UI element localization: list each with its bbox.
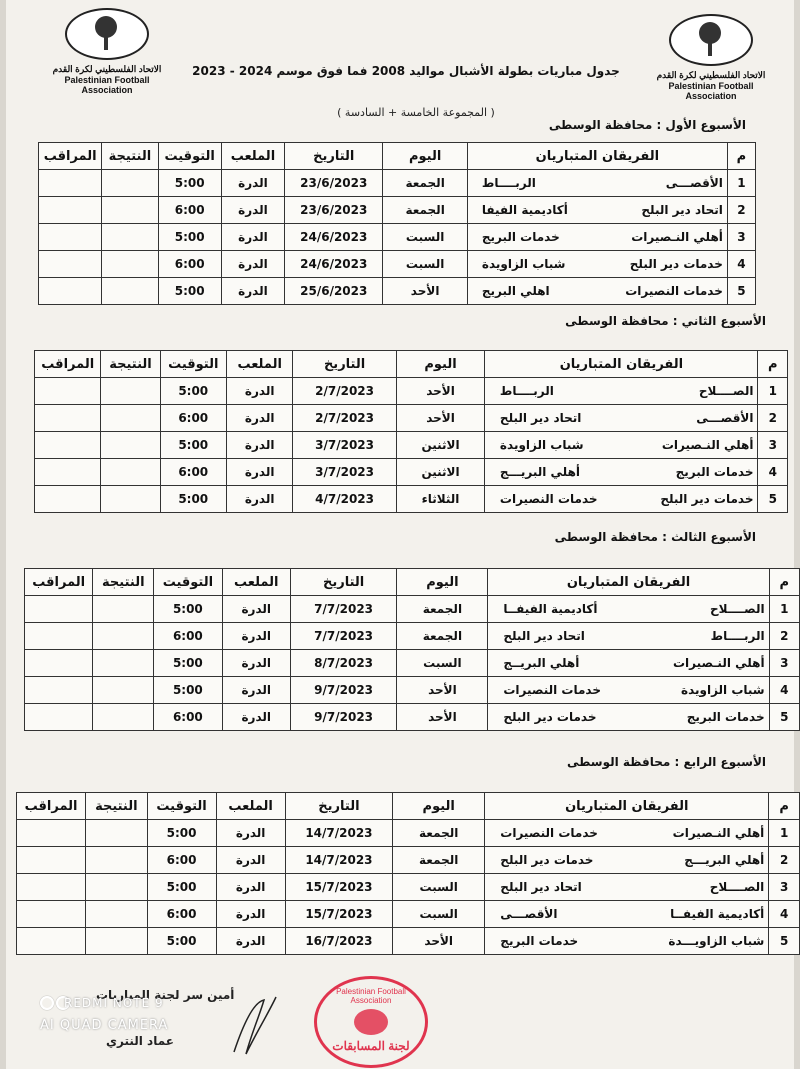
date-cell: 14/7/2023 [285, 820, 392, 847]
table-row [39, 170, 756, 197]
day-cell: الجمعة [383, 197, 467, 224]
result-cell [86, 820, 147, 847]
table-row [17, 874, 800, 901]
match-number-cell: 3 [727, 224, 755, 251]
result-cell [102, 251, 158, 278]
page-title: جدول مباريات بطولة الأشبال مواليد 2008 فما فوق موسم 2024 - 2023 [192, 64, 620, 78]
column-header-day: اليوم [397, 569, 488, 596]
table-row [39, 224, 756, 251]
observer-cell [25, 596, 93, 623]
venue-cell: الدرة [221, 224, 284, 251]
observer-cell [17, 820, 86, 847]
table-row [17, 820, 800, 847]
match-number-cell: 4 [758, 459, 788, 486]
handwritten-signature [224, 992, 284, 1062]
teams-cell [485, 378, 758, 405]
date-cell: 9/7/2023 [290, 677, 396, 704]
time-cell: 5:00 [154, 596, 222, 623]
match-number-cell: 4 [769, 901, 800, 928]
home-team: الأقصـــى [665, 176, 723, 190]
column-header-date: التاريخ [290, 569, 396, 596]
result-cell [101, 378, 160, 405]
column-header-day: اليوم [383, 143, 467, 170]
away-team: أكاديمية الفيفــا [503, 602, 598, 616]
match-number-cell: 2 [769, 847, 800, 874]
day-cell: السبت [393, 901, 485, 928]
date-cell: 15/7/2023 [285, 901, 392, 928]
day-cell: الثلاثاء [396, 486, 485, 513]
venue-cell: الدرة [226, 378, 292, 405]
column-header-date: التاريخ [285, 793, 392, 820]
date-cell: 14/7/2023 [285, 847, 392, 874]
column-header-venue: الملعب [221, 143, 284, 170]
home-team: خدمات دير البلح [629, 257, 723, 271]
away-team: أهلي البريــج [503, 656, 580, 670]
teams-cell [485, 847, 769, 874]
table-row [25, 704, 800, 731]
week-3-table [24, 568, 800, 731]
venue-cell: الدرة [216, 874, 285, 901]
home-team: خدمات البريج [675, 465, 754, 479]
result-cell [101, 459, 160, 486]
teams-cell [488, 623, 769, 650]
match-number-cell: 1 [769, 596, 799, 623]
teams-cell [485, 432, 758, 459]
logo-arabic-text: الاتحاد الفلسطيني لكرة القدم [52, 64, 162, 74]
day-cell: الجمعة [393, 820, 485, 847]
home-team: اتحاد دير البلح [641, 203, 723, 217]
logo-english-text: Palestinian Football Association [64, 75, 150, 95]
venue-cell: الدرة [216, 820, 285, 847]
observer-cell [35, 405, 101, 432]
home-team: خدمات دير البلح [660, 492, 754, 506]
time-cell: 6:00 [160, 459, 226, 486]
match-number-cell: 2 [769, 623, 799, 650]
observer-cell [35, 378, 101, 405]
time-cell: 5:00 [160, 432, 226, 459]
column-header-day: اليوم [396, 351, 485, 378]
venue-cell: الدرة [221, 197, 284, 224]
away-team: خدمات النصيرات [499, 492, 598, 506]
column-header-observer: المراقب [25, 569, 93, 596]
tree-emblem-icon [669, 14, 753, 66]
home-team: أهلي النـصيرات [631, 230, 723, 244]
observer-cell [25, 704, 93, 731]
column-header-result: النتيجة [93, 569, 154, 596]
table-row [35, 432, 788, 459]
day-cell: الجمعة [397, 623, 488, 650]
result-cell [93, 650, 154, 677]
observer-cell [25, 650, 93, 677]
match-number-cell: 1 [769, 820, 800, 847]
table-row [35, 405, 788, 432]
observer-cell [35, 432, 101, 459]
day-cell: الأحد [383, 278, 467, 305]
column-header-teams: الفريقان المتباريان [485, 351, 758, 378]
date-cell: 24/6/2023 [285, 224, 383, 251]
teams-cell [485, 901, 769, 928]
match-number-cell: 3 [769, 650, 799, 677]
home-team: أهلي النـصيرات [661, 438, 754, 452]
day-cell: الأحد [397, 704, 488, 731]
home-team: الصــــلاح [710, 602, 765, 616]
table-header-row [25, 569, 800, 596]
home-team: الأقصـــى [696, 411, 754, 425]
column-header-date: التاريخ [285, 143, 383, 170]
home-team: أهلي البريـــج [684, 853, 765, 867]
column-header-date: التاريخ [293, 351, 396, 378]
away-team: أهلي البريـــج [499, 465, 581, 479]
date-cell: 2/7/2023 [293, 405, 396, 432]
time-cell: 5:00 [154, 677, 222, 704]
match-number-cell: 4 [727, 251, 755, 278]
column-header-result: النتيجة [101, 351, 160, 378]
away-team: اتحاد دير البلح [499, 411, 582, 425]
teams-cell [488, 704, 769, 731]
teams-cell [467, 278, 727, 305]
match-number-cell: 3 [758, 432, 788, 459]
date-cell: 3/7/2023 [293, 459, 396, 486]
home-team: خدمات البريج [686, 710, 765, 724]
date-cell: 7/7/2023 [290, 596, 396, 623]
column-header-num: م [769, 569, 799, 596]
venue-cell: الدرة [216, 928, 285, 955]
table-row [17, 928, 800, 955]
day-cell: الجمعة [397, 596, 488, 623]
match-number-cell: 1 [727, 170, 755, 197]
table-row [25, 596, 800, 623]
logo-arabic-text: الاتحاد الفلسطيني لكرة القدم [656, 70, 766, 80]
day-cell: الأحد [393, 928, 485, 955]
away-team: الأقصـــى [500, 907, 558, 921]
date-cell: 16/7/2023 [285, 928, 392, 955]
result-cell [101, 432, 160, 459]
date-cell: 25/6/2023 [285, 278, 383, 305]
venue-cell: الدرة [221, 170, 284, 197]
column-header-venue: الملعب [216, 793, 285, 820]
table-header-row [17, 793, 800, 820]
table-row [39, 197, 756, 224]
time-cell: 5:00 [160, 486, 226, 513]
stamp-tree-icon [354, 1009, 388, 1035]
away-team: اتحاد دير البلح [500, 880, 582, 894]
home-team: شباب الزاويدة [680, 683, 765, 697]
away-team: اهلي البريج [481, 284, 550, 298]
column-header-num: م [769, 793, 800, 820]
teams-cell [485, 928, 769, 955]
observer-cell [25, 623, 93, 650]
table-row [39, 278, 756, 305]
tree-emblem-icon [65, 8, 149, 60]
away-team: خدمات البريج [481, 230, 560, 244]
venue-cell: الدرة [221, 251, 284, 278]
table-header-row [39, 143, 756, 170]
teams-cell [485, 874, 769, 901]
document-page [6, 0, 794, 1069]
watermark-line-1: REDMI NOTE 9 [64, 996, 164, 1010]
stamp-top-text: Palestinian Football Association [336, 987, 406, 1005]
watermark-line-2: AI QUAD CAMERA [40, 1018, 169, 1033]
observer-cell [39, 170, 102, 197]
day-cell: السبت [393, 874, 485, 901]
home-team: الصــــلاح [709, 880, 765, 894]
time-cell: 6:00 [158, 197, 221, 224]
observer-cell [39, 251, 102, 278]
teams-cell [467, 197, 727, 224]
column-header-venue: الملعب [226, 351, 292, 378]
teams-cell [485, 405, 758, 432]
match-number-cell: 5 [769, 704, 799, 731]
date-cell: 23/6/2023 [285, 197, 383, 224]
venue-cell: الدرة [222, 623, 290, 650]
away-team: خدمات البريج [500, 934, 579, 948]
observer-cell [17, 928, 86, 955]
time-cell: 5:00 [147, 928, 216, 955]
table-row [17, 901, 800, 928]
home-team: أهلي النـصيرات [672, 826, 765, 840]
teams-cell [485, 820, 769, 847]
date-cell: 3/7/2023 [293, 432, 396, 459]
week-2-label: الأسبوع الثاني : محافظة الوسطى [565, 314, 766, 328]
away-team: أكاديمية الفيفا [481, 203, 568, 217]
table-header-row [35, 351, 788, 378]
column-header-time: التوقيت [154, 569, 222, 596]
result-cell [102, 278, 158, 305]
match-number-cell: 5 [758, 486, 788, 513]
table-row [35, 459, 788, 486]
away-team: خدمات النصيرات [500, 826, 598, 840]
camera-watermark [40, 996, 168, 1033]
teams-cell [488, 677, 769, 704]
venue-cell: الدرة [216, 847, 285, 874]
page-subtitle: ( المجموعة الخامسة + السادسة ) [337, 106, 495, 119]
away-team: خدمات النصيرات [503, 683, 601, 697]
column-header-teams: الفريقان المتباريان [488, 569, 769, 596]
pfa-logo-right [646, 14, 776, 102]
venue-cell: الدرة [222, 650, 290, 677]
match-number-cell: 2 [758, 405, 788, 432]
result-cell [102, 224, 158, 251]
committee-secretary-label: أمين سر لجنة المباريات [96, 988, 235, 1002]
away-team: الربــــاط [481, 176, 536, 190]
day-cell: الجمعة [383, 170, 467, 197]
column-header-result: النتيجة [102, 143, 158, 170]
teams-cell [488, 596, 769, 623]
day-cell: السبت [383, 251, 467, 278]
result-cell [93, 704, 154, 731]
week-4-label: الأسبوع الرابع : محافظة الوسطى [566, 755, 766, 769]
table-row [39, 251, 756, 278]
away-team: شباب الزاويدة [499, 438, 584, 452]
venue-cell: الدرة [216, 901, 285, 928]
week-4-table [16, 792, 800, 955]
observer-cell [39, 278, 102, 305]
observer-cell [17, 874, 86, 901]
column-header-time: التوقيت [160, 351, 226, 378]
time-cell: 6:00 [154, 623, 222, 650]
table-row [25, 650, 800, 677]
match-number-cell: 3 [769, 874, 800, 901]
time-cell: 5:00 [158, 278, 221, 305]
result-cell [86, 901, 147, 928]
day-cell: الاثنين [396, 459, 485, 486]
away-team: خدمات دير البلح [500, 853, 594, 867]
away-team: اتحاد دير البلح [503, 629, 585, 643]
time-cell: 6:00 [147, 847, 216, 874]
time-cell: 5:00 [160, 378, 226, 405]
teams-cell [467, 251, 727, 278]
home-team: أكاديمية الفيفــا [670, 907, 765, 921]
time-cell: 5:00 [147, 820, 216, 847]
week-1-label: الأسبوع الأول : محافظة الوسطى [548, 118, 746, 132]
table-row [35, 378, 788, 405]
week-2-table [34, 350, 788, 513]
column-header-day: اليوم [393, 793, 485, 820]
venue-cell: الدرة [226, 486, 292, 513]
result-cell [101, 486, 160, 513]
venue-cell: الدرة [221, 278, 284, 305]
table-row [35, 486, 788, 513]
day-cell: الأحد [397, 677, 488, 704]
day-cell: الأحد [396, 378, 485, 405]
date-cell: 2/7/2023 [293, 378, 396, 405]
result-cell [101, 405, 160, 432]
day-cell: الجمعة [393, 847, 485, 874]
stamp-bottom-text: لجنة المسابقات [332, 1039, 410, 1053]
result-cell [93, 596, 154, 623]
column-header-venue: الملعب [222, 569, 290, 596]
time-cell: 5:00 [147, 874, 216, 901]
observer-cell [17, 901, 86, 928]
home-team: الربــــاط [710, 629, 765, 643]
signatory-name: عماد النتري [106, 1034, 174, 1048]
match-number-cell: 5 [769, 928, 800, 955]
table-row [25, 623, 800, 650]
away-team: الربــــاط [499, 384, 554, 398]
day-cell: الأحد [396, 405, 485, 432]
time-cell: 5:00 [154, 650, 222, 677]
result-cell [86, 847, 147, 874]
venue-cell: الدرة [222, 596, 290, 623]
time-cell: 6:00 [154, 704, 222, 731]
away-team: شباب الزاويدة [481, 257, 566, 271]
venue-cell: الدرة [226, 432, 292, 459]
venue-cell: الدرة [222, 677, 290, 704]
column-header-num: م [727, 143, 755, 170]
result-cell [102, 170, 158, 197]
table-row [25, 677, 800, 704]
date-cell: 24/6/2023 [285, 251, 383, 278]
week-1-table [38, 142, 756, 305]
home-team: خدمات النصيرات [625, 284, 723, 298]
date-cell: 8/7/2023 [290, 650, 396, 677]
home-team: الصــــلاح [698, 384, 754, 398]
column-header-result: النتيجة [86, 793, 147, 820]
column-header-observer: المراقب [17, 793, 86, 820]
time-cell: 6:00 [160, 405, 226, 432]
pfa-logo-left [42, 8, 172, 96]
day-cell: السبت [397, 650, 488, 677]
competition-committee-stamp [314, 976, 428, 1068]
venue-cell: الدرة [226, 405, 292, 432]
teams-cell [467, 170, 727, 197]
week-3-label: الأسبوع الثالث : محافظة الوسطى [554, 530, 756, 544]
result-cell [93, 677, 154, 704]
time-cell: 6:00 [147, 901, 216, 928]
venue-cell: الدرة [222, 704, 290, 731]
date-cell: 15/7/2023 [285, 874, 392, 901]
date-cell: 7/7/2023 [290, 623, 396, 650]
column-header-teams: الفريقان المتباريان [467, 143, 727, 170]
result-cell [93, 623, 154, 650]
result-cell [86, 874, 147, 901]
day-cell: الاثنين [396, 432, 485, 459]
time-cell: 6:00 [158, 251, 221, 278]
column-header-teams: الفريقان المتباريان [485, 793, 769, 820]
observer-cell [17, 847, 86, 874]
observer-cell [39, 197, 102, 224]
column-header-num: م [758, 351, 788, 378]
date-cell: 23/6/2023 [285, 170, 383, 197]
result-cell [86, 928, 147, 955]
column-header-observer: المراقب [39, 143, 102, 170]
table-row [17, 847, 800, 874]
match-number-cell: 1 [758, 378, 788, 405]
date-cell: 4/7/2023 [293, 486, 396, 513]
teams-cell [467, 224, 727, 251]
away-team: خدمات دير البلح [503, 710, 597, 724]
match-number-cell: 5 [727, 278, 755, 305]
column-header-time: التوقيت [158, 143, 221, 170]
observer-cell [25, 677, 93, 704]
home-team: شباب الزاويـــدة [668, 934, 765, 948]
teams-cell [485, 486, 758, 513]
match-number-cell: 4 [769, 677, 799, 704]
observer-cell [35, 459, 101, 486]
match-number-cell: 2 [727, 197, 755, 224]
home-team: أهلي النـصيرات [672, 656, 765, 670]
logo-english-text: Palestinian Football Association [668, 81, 754, 101]
teams-cell [488, 650, 769, 677]
teams-cell [485, 459, 758, 486]
observer-cell [35, 486, 101, 513]
date-cell: 9/7/2023 [290, 704, 396, 731]
result-cell [102, 197, 158, 224]
column-header-time: التوقيت [147, 793, 216, 820]
time-cell: 5:00 [158, 224, 221, 251]
day-cell: السبت [383, 224, 467, 251]
time-cell: 5:00 [158, 170, 221, 197]
column-header-observer: المراقب [35, 351, 101, 378]
venue-cell: الدرة [226, 459, 292, 486]
observer-cell [39, 224, 102, 251]
